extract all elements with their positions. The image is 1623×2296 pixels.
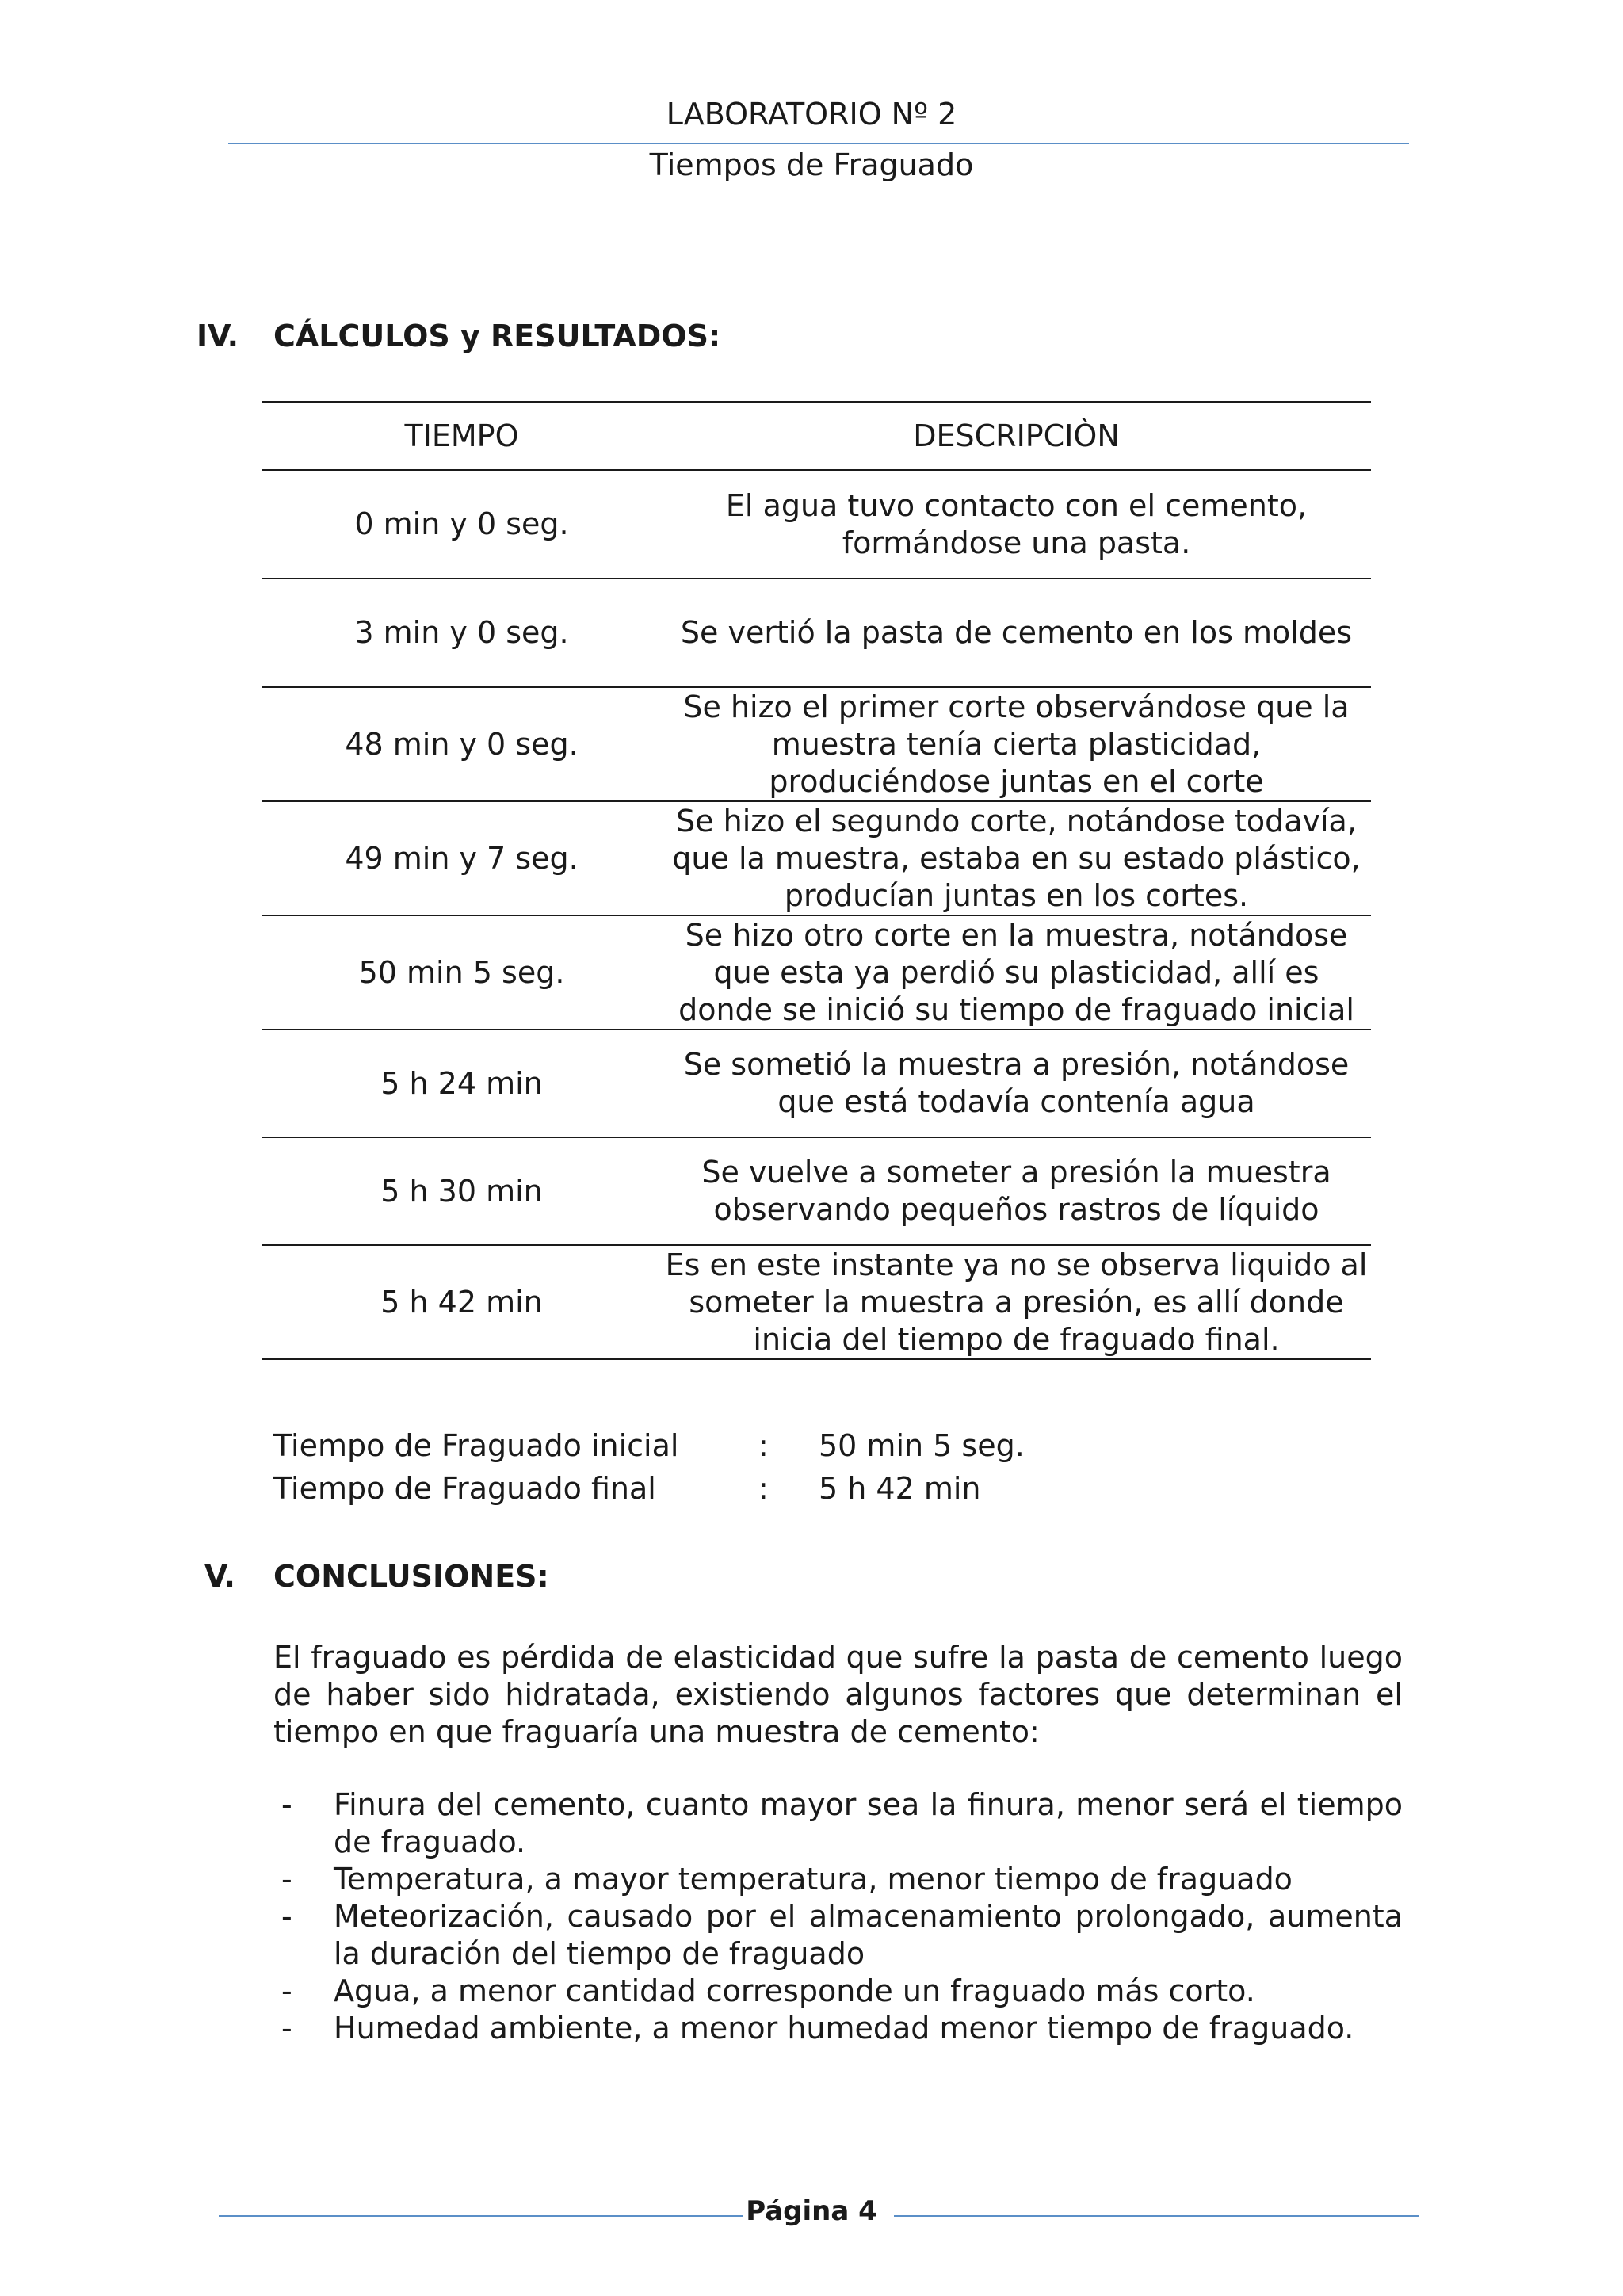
summary-initial-value: 50 min 5 seg. [819, 1428, 1025, 1463]
cell-time: 48 min y 0 seg. [345, 726, 579, 762]
header-divider [228, 143, 1409, 144]
table-row [262, 1246, 1371, 1360]
cell-time: 0 min y 0 seg. [354, 506, 569, 541]
description-line: Se vertió la pasta de cemento en los moldes [680, 615, 1353, 650]
cell-time: 5 h 24 min [380, 1065, 543, 1101]
summary-final-sep: : [758, 1471, 769, 1506]
bullet-text: Meteorización, causado por el almacenamiento prolongado, aumenta la duración del tiempo de fraguado [334, 1899, 1403, 1971]
description-line: observando pequeños rastros de líquido [713, 1192, 1319, 1227]
cell-description [662, 689, 1371, 800]
list-item [273, 2010, 1403, 2047]
table-header-description: DESCRIPCIÒN [913, 418, 1120, 453]
cell-description [662, 1046, 1371, 1121]
table-row [262, 688, 1371, 802]
bullet-marker: - [281, 1973, 292, 2008]
conclusions-paragraph: El fraguado es pérdida de elasticidad que sufre la pasta de cemento luego de haber sido hidratada, existiendo algunos factores que determinan el tiempo en que fraguaría una muestra de cemento: [273, 1640, 1403, 1749]
description-line: que esta ya perdió su plasticidad, allí es [713, 954, 1319, 990]
cell-description [662, 1154, 1371, 1228]
table-row [262, 579, 1371, 688]
list-item [273, 1898, 1403, 1973]
page-number: Página 4 [746, 2195, 877, 2227]
cell-description [662, 917, 1371, 1029]
table-header-time: TIEMPO [404, 418, 519, 453]
table-header-row [262, 401, 1371, 471]
bullet-text: Humedad ambiente, a menor humedad menor tiempo de fraguado. [334, 2011, 1354, 2046]
summary-initial-sep: : [758, 1428, 769, 1463]
description-line: someter la muestra a presión, es allí donde [689, 1284, 1344, 1320]
description-line: que la muestra, estaba en su estado plástico, [672, 840, 1361, 876]
description-line: Se hizo el primer corte observándose que la [683, 689, 1350, 724]
description-line: producían juntas en los cortes. [784, 877, 1249, 913]
bullet-text: Temperatura, a mayor temperatura, menor tiempo de fraguado [334, 1862, 1293, 1897]
cell-description [662, 487, 1371, 562]
bullet-marker: - [281, 1862, 292, 1897]
summary-final-label: Tiempo de Fraguado final [273, 1471, 656, 1506]
description-line: Es en este instante ya no se observa liquido al [665, 1247, 1368, 1282]
section-iv-title: CÁLCULOS y RESULTADOS: [273, 319, 721, 353]
cell-description [662, 803, 1371, 915]
cell-time: 5 h 30 min [380, 1173, 543, 1209]
description-line: que está todavía contenía agua [777, 1084, 1255, 1119]
description-line: inicia del tiempo de fraguado final. [753, 1321, 1280, 1357]
description-line: formándose una pasta. [842, 525, 1191, 560]
cell-description [662, 1247, 1371, 1358]
list-item [273, 1973, 1403, 2010]
bullet-text: Finura del cemento, cuanto mayor sea la finura, menor será el tiempo de fraguado. [334, 1787, 1403, 1859]
table-row [262, 916, 1371, 1030]
list-item [273, 1861, 1403, 1898]
description-line: Se vuelve a someter a presión la muestra [701, 1155, 1331, 1190]
description-line: Se hizo otro corte en la muestra, notándose [685, 917, 1348, 953]
list-item [273, 1786, 1403, 1861]
summary-final-value: 5 h 42 min [819, 1471, 981, 1506]
header-subtitle: Tiempos de Fraguado [649, 147, 974, 182]
cell-time: 5 h 42 min [380, 1284, 543, 1320]
bullet-marker: - [281, 2011, 292, 2046]
description-line: Se hizo el segundo corte, notándose todavía, [676, 803, 1357, 839]
description-line: muestra tenía cierta plasticidad, [771, 726, 1262, 762]
cell-description [662, 614, 1371, 651]
table-body [262, 471, 1371, 1360]
bullet-text: Agua, a menor cantidad corresponde un fraguado más corto. [334, 1973, 1255, 2008]
results-table [262, 401, 1371, 1360]
table-row [262, 471, 1371, 579]
bullet-marker: - [281, 1787, 292, 1822]
cell-time: 49 min y 7 seg. [345, 840, 579, 876]
section-v-number: V. [204, 1559, 235, 1594]
table-row [262, 802, 1371, 916]
footer-divider-right [894, 2215, 1419, 2217]
header-title: LABORATORIO Nº 2 [666, 97, 957, 132]
conclusions-list [273, 1786, 1403, 2047]
section-v-title: CONCLUSIONES: [273, 1559, 549, 1594]
description-line: donde se inició su tiempo de fraguado inicial [678, 991, 1354, 1027]
cell-time: 3 min y 0 seg. [354, 615, 569, 650]
description-line: produciéndose juntas en el corte [769, 763, 1264, 799]
table-row [262, 1030, 1371, 1138]
section-iv-number: IV. [197, 319, 239, 353]
bullet-marker: - [281, 1899, 292, 1934]
description-line: El agua tuvo contacto con el cemento, [725, 487, 1308, 523]
description-line: Se sometió la muestra a presión, notándose [683, 1047, 1350, 1082]
summary-initial-label: Tiempo de Fraguado inicial [273, 1428, 679, 1463]
table-row [262, 1138, 1371, 1246]
cell-time: 50 min 5 seg. [358, 954, 565, 990]
